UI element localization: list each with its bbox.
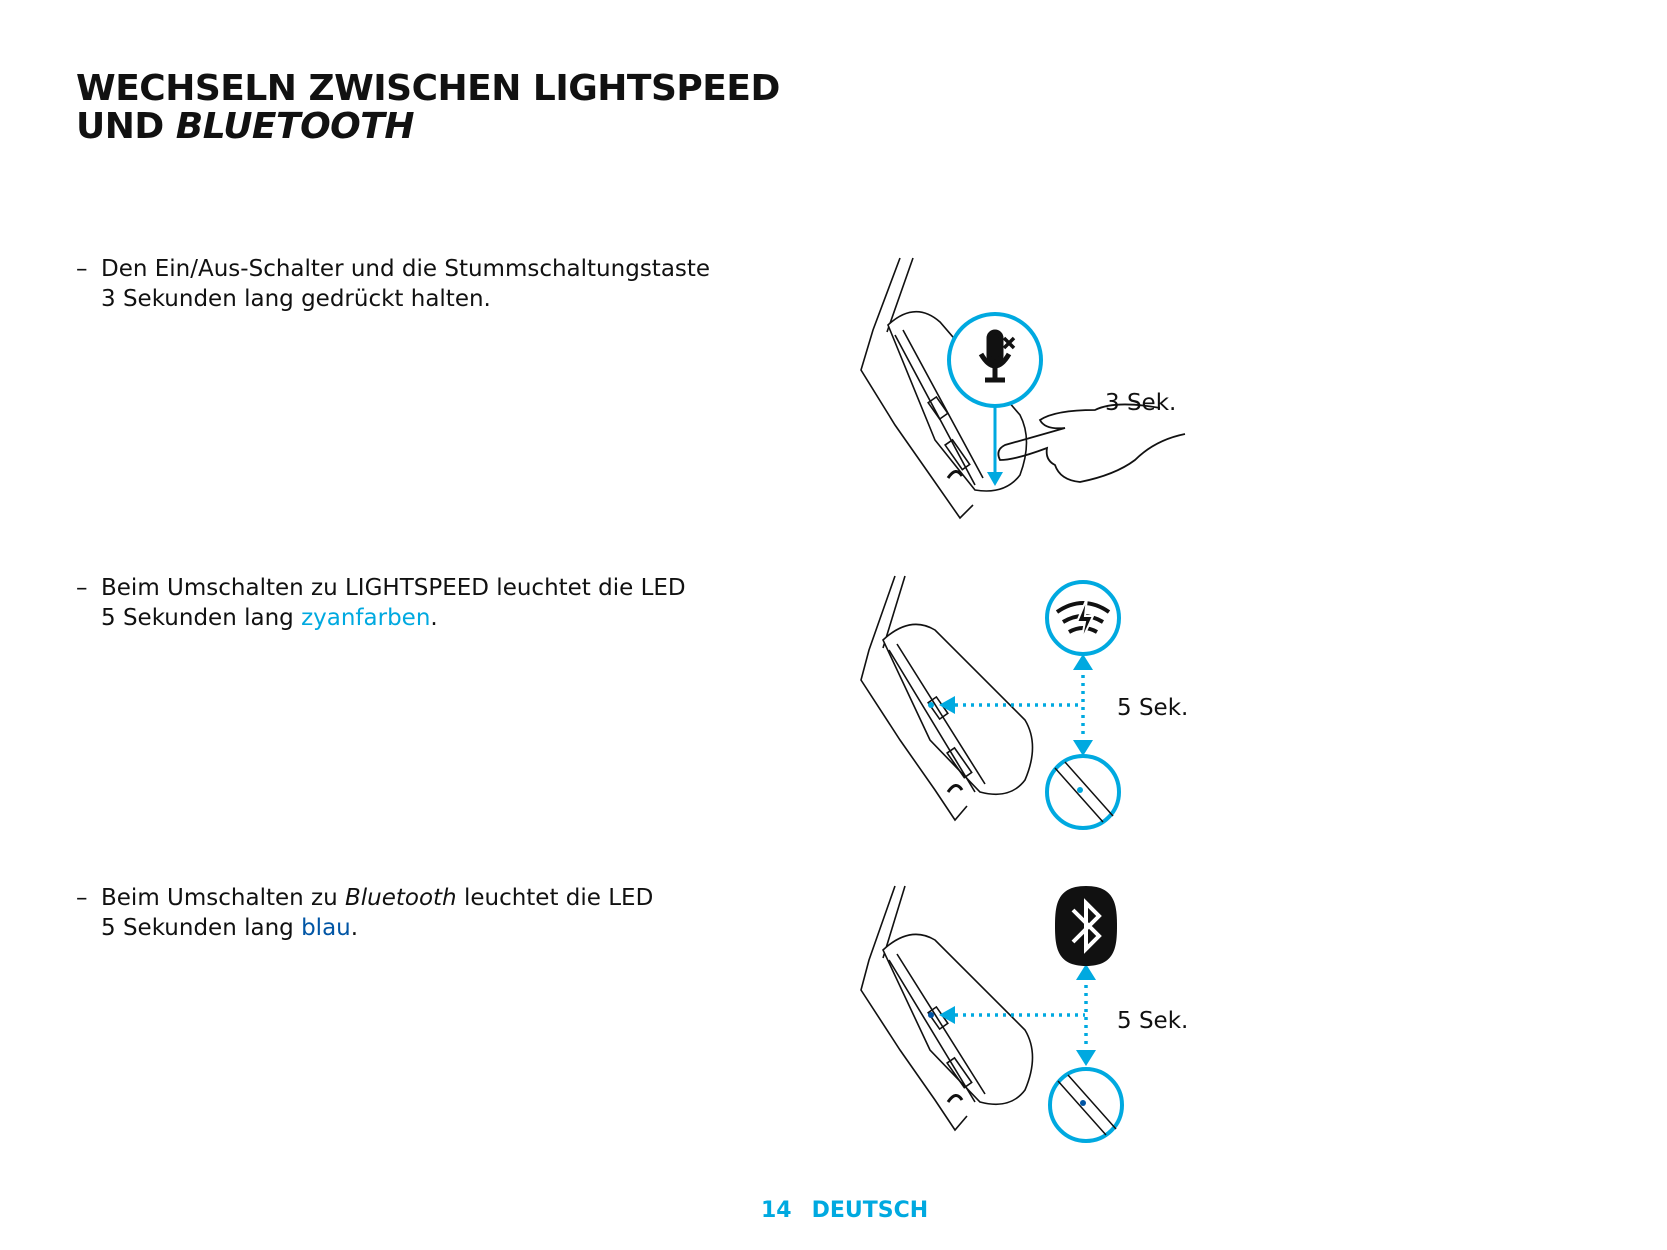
dash: – xyxy=(76,256,88,282)
step-3-line-1 xyxy=(101,883,716,913)
duration-label-3: 5 Sek. xyxy=(1117,1008,1189,1034)
text: Beim Umschalten zu xyxy=(101,885,345,911)
step-2-line-1: Beim Umschalten zu LIGHTSPEED leuchtet die LED xyxy=(101,575,686,601)
led-blue xyxy=(1080,1100,1086,1106)
color-word-blue: blau xyxy=(301,915,351,941)
step-1-line-1: Den Ein/Aus-Schalter und die Stummschaltungstaste xyxy=(101,256,711,282)
text: . xyxy=(350,915,359,941)
dash: – xyxy=(76,885,88,911)
color-word-cyan: zyanfarben xyxy=(301,605,431,631)
led-cyan xyxy=(1077,787,1083,793)
step-2 xyxy=(76,573,716,633)
led-callout xyxy=(1050,1069,1122,1141)
step-2-line-2 xyxy=(101,603,716,633)
headset-icon xyxy=(861,576,1033,820)
figure-mute-press xyxy=(855,250,1195,530)
text: leuchtet die LED xyxy=(456,885,654,911)
duration-label-2: 5 Sek. xyxy=(1117,695,1189,721)
text: . xyxy=(430,605,438,631)
title-line-1: WECHSELN ZWISCHEN LIGHTSPEED xyxy=(76,68,780,109)
title-prefix: UND xyxy=(76,106,176,147)
title-line-2 xyxy=(76,108,780,146)
step-3 xyxy=(76,883,716,943)
text: 5 Sekunden lang xyxy=(101,605,302,631)
step-1 xyxy=(76,254,716,314)
page-title xyxy=(76,70,780,146)
page-footer xyxy=(761,1198,948,1223)
figure-lightspeed xyxy=(855,570,1195,840)
figure-bluetooth xyxy=(855,880,1195,1150)
step-1-line-2: 3 Sekunden lang gedrückt halten. xyxy=(101,286,491,312)
led-callout xyxy=(1047,756,1119,828)
headset-icon xyxy=(861,886,1033,1130)
text: 5 Sekunden lang xyxy=(101,915,302,941)
bluetooth-icon xyxy=(1055,886,1117,966)
page-number: 14 xyxy=(761,1198,792,1223)
step-3-line-2 xyxy=(101,913,716,943)
language-label: DEUTSCH xyxy=(811,1198,929,1223)
title-italic: BLUETOOTH xyxy=(175,106,414,147)
duration-label-1: 3 Sek. xyxy=(1105,390,1177,416)
dash: – xyxy=(76,575,88,601)
text-italic: Bluetooth xyxy=(344,885,457,911)
